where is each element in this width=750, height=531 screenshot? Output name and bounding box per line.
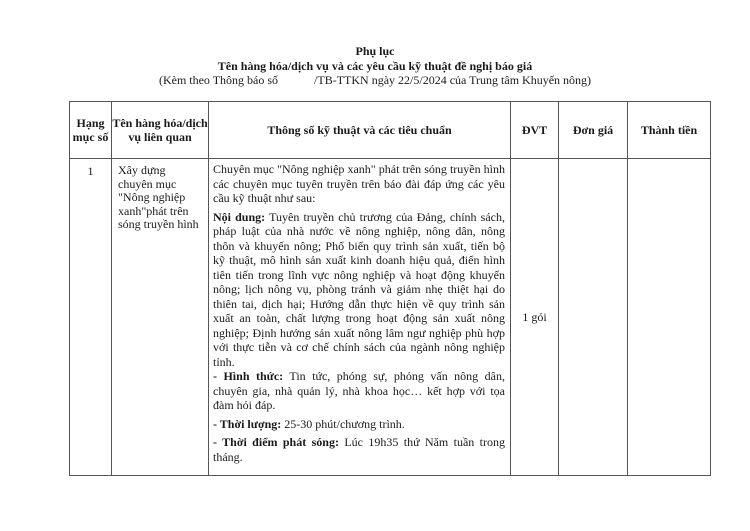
document-subtitle: Tên hàng hóa/dịch vụ và các yêu cầu kỹ thuật đề nghị báo giá — [217, 58, 533, 73]
header-item-no: Hạng mục số — [70, 102, 112, 159]
spec-duration-label: - Thời lượng: — [213, 416, 282, 431]
spec-airtime — [213, 435, 505, 464]
quotation-table — [69, 101, 711, 476]
spec-airtime-label: - Thời điểm phát sóng: — [213, 435, 339, 449]
table-row — [70, 159, 711, 476]
document-header — [0, 44, 750, 88]
table-header-row — [70, 102, 711, 159]
spec-content-text: Tuyên truyền chủ trương của Đảng, chính sách, pháp luật của nhà nước về nông nghiệp, nông dân, nông thôn và khuyến nông; Phổ biến quy trình sản xuất, tiến bộ kỹ thuật, mô hình sản xuất kinh doanh hiệu quả, điển hình tiên tiến trong lĩnh vực nông nghiệp và hoạt động khuyến nông; lịch nông vụ, phòng tránh và giảm nhẹ thiệt hại do thiên tai, dịch hại; Hướng dẫn thực hiện về quy trình sản xuất an toàn, chất lượng trong hoạt động sản xuất nông nghiệp; Định hướng sản xuất nông lâm ngư nghiệp phù hợp với thực tiễn và cơ chế chính sách của ngành nông nghiệp tỉnh. — [213, 209, 505, 369]
spec-content — [213, 210, 505, 370]
spec-format — [213, 369, 505, 413]
cell-total — [628, 159, 711, 476]
cell-item-no: 1 — [70, 159, 112, 476]
reference-part-2: /TB-TTKN ngày 22/5/2024 của Trung tâm Khuyến nông) — [314, 73, 592, 87]
spec-format-label: - Hình thức: — [213, 369, 284, 383]
spec-content-label: Nội dung: — [213, 209, 266, 224]
header-name: Tên hàng hóa/dịch vụ liên quan — [112, 102, 209, 159]
cell-unit: 1 gói — [511, 159, 559, 476]
header-spec: Thông số kỹ thuật và các tiêu chuẩn — [209, 102, 511, 159]
spec-duration-text: 25-30 phút/chương trình. — [284, 416, 405, 431]
cell-spec — [209, 159, 511, 476]
spec-intro: Chuyên mục "Nông nghiệp xanh" phát trên sóng truyền hình các chuyên mục tuyên truyền trên báo đài đáp ứng các yêu cầu kỹ thuật như sau: — [213, 162, 505, 205]
cell-unit-price — [559, 159, 628, 476]
header-total: Thành tiền — [628, 102, 711, 159]
header-unit: ĐVT — [511, 102, 559, 159]
spec-airtime-text: Lúc 19h35 thứ Năm tuần trong tháng. — [213, 435, 506, 464]
spec-format-text: Tin tức, phóng sự, phỏng vấn nông dân, chuyên gia, nhà quản lý, nhà khoa học… kết hợp với tọa đàm hỏi đáp. — [213, 369, 505, 412]
reference-part-1: (Kèm theo Thông báo số — [158, 73, 279, 87]
document-title: Phụ lục — [355, 44, 395, 58]
document-reference — [0, 73, 750, 88]
spec-duration — [213, 417, 505, 432]
cell-name: Xây dựng chuyên mục "Nông nghiệp xanh"phát trên sóng truyền hình — [112, 159, 209, 476]
header-unit-price: Đơn giá — [559, 102, 628, 159]
